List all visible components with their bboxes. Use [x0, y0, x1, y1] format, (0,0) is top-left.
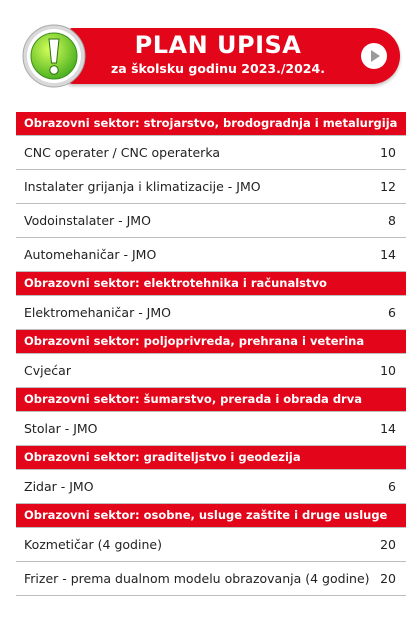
enrollment-list: [16, 112, 406, 596]
program-name: Automehaničar - JMO: [24, 247, 157, 262]
list-item: [16, 204, 406, 238]
program-count: 10: [380, 363, 396, 378]
program-count: 12: [380, 179, 396, 194]
list-item: [16, 238, 406, 272]
list-item: [16, 562, 406, 596]
program-count: 20: [380, 571, 396, 586]
sector-header: Obrazovni sektor: strojarstvo, brodogradnja i metalurgija: [16, 112, 406, 136]
banner-title: PLAN UPISA: [134, 31, 302, 59]
program-count: 10: [380, 145, 396, 160]
list-item: [16, 296, 406, 330]
program-count: 14: [380, 247, 396, 262]
sector-header: Obrazovni sektor: elektrotehnika i računalstvo: [16, 272, 406, 296]
list-item: [16, 412, 406, 446]
program-name: CNC operater / CNC operaterka: [24, 145, 221, 160]
program-count: 8: [388, 213, 396, 228]
program-name: Kozmetičar (4 godine): [24, 537, 162, 552]
sector-header: Obrazovni sektor: graditeljstvo i geodezija: [16, 446, 406, 470]
program-name: Vodoinstalater - JMO: [24, 213, 151, 228]
program-name: Zidar - JMO: [24, 479, 94, 494]
program-count: 20: [380, 537, 396, 552]
sector-header: Obrazovni sektor: osobne, usluge zaštite i druge usluge: [16, 504, 406, 528]
program-name: Cvjećar: [24, 363, 71, 378]
list-item: [16, 528, 406, 562]
program-count: 14: [380, 421, 396, 436]
program-count: 6: [388, 305, 396, 320]
list-item: [16, 354, 406, 388]
list-item: [16, 170, 406, 204]
program-name: Stolar - JMO: [24, 421, 98, 436]
banner-subtitle: za školsku godinu 2023./2024.: [111, 61, 325, 76]
header-banner: [22, 24, 400, 88]
program-name: Elektromehaničar - JMO: [24, 305, 171, 320]
exclamation-icon: [22, 24, 86, 88]
list-item: [16, 470, 406, 504]
program-name: Instalater grijanja i klimatizacije - JMO: [24, 179, 261, 194]
sector-header: Obrazovni sektor: poljoprivreda, prehrana i veterina: [16, 330, 406, 354]
program-name: Frizer - prema dualnom modelu obrazovanja (4 godine): [24, 571, 370, 586]
program-count: 6: [388, 479, 396, 494]
sector-header: Obrazovni sektor: šumarstvo, prerada i obrada drva: [16, 388, 406, 412]
play-icon[interactable]: [360, 42, 388, 70]
list-item: [16, 136, 406, 170]
